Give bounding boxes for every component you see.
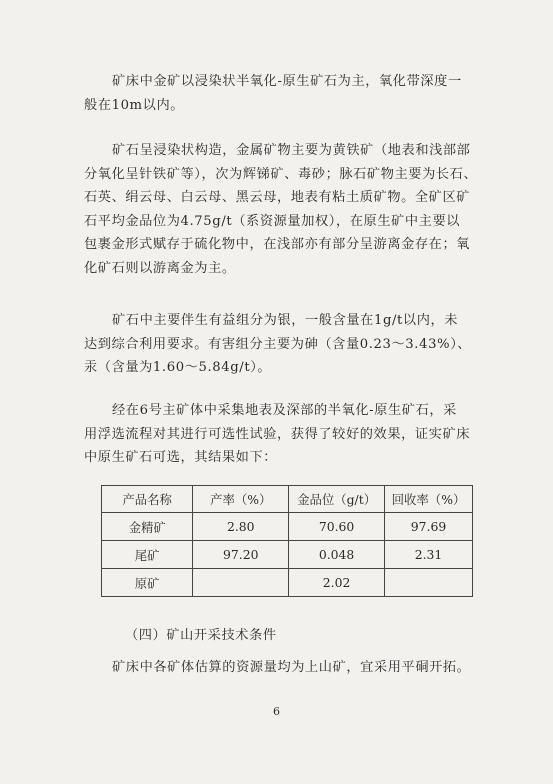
text-line: 矿床中金矿以浸染状半氧化-原生矿石为主，氧化带深度一: [112, 74, 462, 89]
table-cell: 97.20: [193, 541, 289, 569]
table-cell: 2.80: [193, 513, 289, 541]
flotation-results-table: [101, 485, 473, 597]
table-row: [102, 569, 473, 597]
text-line: 石英、绢云母、白云母、黑云母，地表有粘土质矿物。全矿区矿: [84, 190, 471, 206]
table-cell: 金精矿: [102, 513, 193, 541]
table-cell: 2.31: [385, 541, 473, 569]
table-row: [102, 541, 473, 569]
text-line: 经在6号主矿体中采集地表及深部的半氧化-原生矿石，采: [112, 403, 457, 418]
text-line: 分氧化呈针铁矿等），次为辉锑矿、毒砂；脉石矿物主要为长石、: [84, 166, 478, 182]
paragraph-ore-structure: [84, 139, 504, 281]
table-header-row: [102, 486, 473, 513]
text-line: 达到综合利用要求。有害组分主要为砷（含量0.23～3.43%）、: [84, 336, 472, 352]
table-header-cell: 回收率（%）: [385, 486, 473, 513]
text-line: 用浮选流程对其进行可选性试验，获得了较好的效果，证实矿床: [84, 426, 471, 442]
page-number: 6: [273, 705, 280, 718]
text-line: 矿石呈浸染状构造，金属矿物主要为黄铁矿（地表和浅部部: [112, 143, 471, 158]
table-row: [102, 513, 473, 541]
section-heading: （四）矿山开采技术条件: [125, 628, 277, 643]
text-line: 包裹金形式赋存于硫化物中，在浅部亦有部分呈游离金存在；氧: [84, 237, 471, 253]
table-header-cell: 产品名称: [102, 486, 193, 513]
text-line: 石平均金品位为4.75g/t（系资源量加权），在原生矿中主要以: [84, 213, 461, 229]
table-cell: 尾矿: [102, 541, 193, 569]
table-cell: 原矿: [102, 569, 193, 597]
text-line: 化矿石则以游离金为主。: [84, 260, 236, 276]
table-cell: 0.048: [289, 541, 385, 569]
table-cell: 97.69: [385, 513, 473, 541]
table-cell: [193, 569, 289, 597]
paragraph-associated-components: [84, 309, 504, 380]
paragraph-flotation-test: [84, 399, 504, 470]
table-header-cell: 金品位（g/t）: [289, 486, 385, 513]
table-cell: 2.02: [289, 569, 385, 597]
text-line: 矿床中各矿体估算的资源量均为上山矿，宜采用平硐开拓。: [112, 660, 471, 675]
text-line: 中原生矿石可选，其结果如下：: [84, 450, 278, 466]
text-line: 般在10m以内。: [84, 97, 185, 113]
table-header-cell: 产率（%）: [193, 486, 289, 513]
table-cell: [385, 569, 473, 597]
paragraph-mining-method: [84, 656, 504, 680]
table-cell: 70.60: [289, 513, 385, 541]
text-line: 矿石中主要伴生有益组分为银，一般含量在1g/t以内，未: [112, 313, 459, 328]
paragraph-oxidation: [84, 70, 504, 117]
text-line: 汞（含量为1.60～5.84g/t）。: [84, 360, 272, 376]
